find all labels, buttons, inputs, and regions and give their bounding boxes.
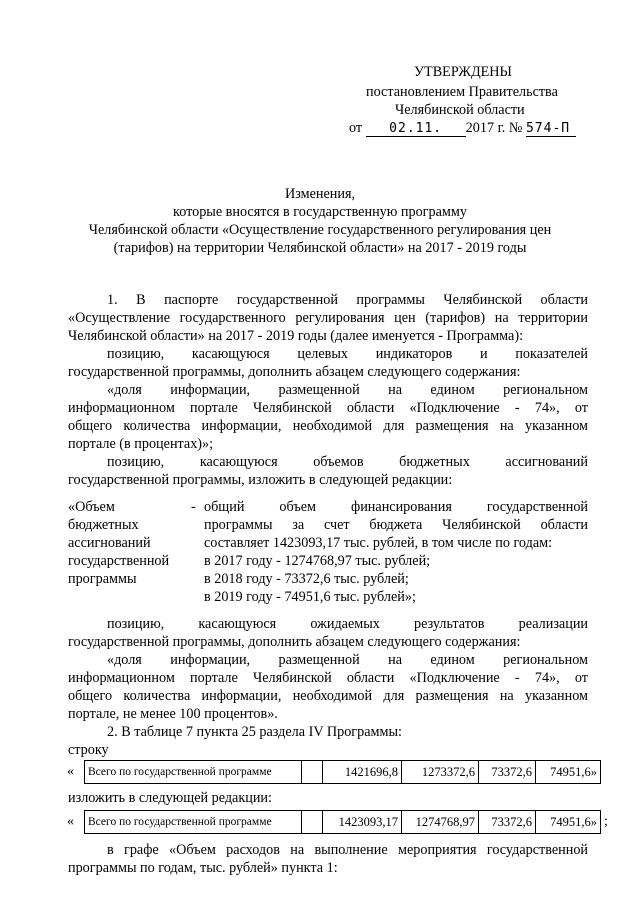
box-right-2: программы за счет бюджета Челябинской области — [204, 517, 588, 533]
box-right-1: общий объем финансирования государственной — [204, 499, 588, 515]
box-left-3: ассигнований — [68, 535, 151, 551]
table-row — [64, 811, 617, 834]
body-line-09: портале (в процентах)»; — [68, 436, 214, 452]
table-cell-total: 1423093,17 — [323, 811, 402, 834]
box-right-3: составляет 1423093,17 тыс. рублей, в том числе по годам: — [204, 535, 553, 551]
quote-open: « — [67, 764, 74, 779]
table-new-row — [64, 810, 617, 834]
body-line-21: в графе «Объем расходов на выполнение мероприятия государственной — [107, 842, 588, 858]
table-cell-empty — [302, 761, 323, 784]
box-right-4: в 2017 году - 1274768,97 тыс. рублей; — [204, 553, 431, 569]
approval-line-1: постановлением Правительства — [366, 84, 558, 100]
body-line-15: информационном портале Челябинской области «Подключение - 74», от — [68, 670, 588, 686]
semicolon-close: ; — [604, 814, 608, 829]
heading-line-2: которые вносятся в государственную программу — [173, 204, 467, 220]
body-line-17: портале, не менее 100 процентов». — [68, 706, 278, 722]
body-line-13: государственной программы, дополнить абзацем следующего содержания: — [68, 634, 521, 650]
box-left-2: бюджетных — [68, 517, 139, 533]
date-year: 2017 г. № — [465, 120, 523, 136]
body-line-08: общего количества информации, необходимой для размещения на указанном — [68, 418, 588, 434]
body-line-12: позицию, касающуюся ожидаемых результатов реализации — [107, 616, 588, 632]
approval-date-line — [349, 120, 576, 137]
table-cell-label: Всего по государственной программе — [85, 761, 302, 784]
table-cell-2017: 1273372,6 — [402, 761, 479, 784]
table-cell-total: 1421696,8 — [323, 761, 402, 784]
quote-open: « — [67, 814, 74, 829]
body-line-10: позицию, касающуюся объемов бюджетных ассигнований — [107, 454, 588, 470]
body-line-05: государственной программы, дополнить абзацем следующего содержания: — [68, 364, 521, 380]
table-old-row — [64, 760, 601, 784]
body-line-14: «доля информации, размещенной на едином региональном — [107, 652, 588, 668]
heading-line-4: (тарифов) на территории Челябинской области» на 2017 - 2019 годы — [113, 240, 527, 256]
date-prefix: от — [349, 120, 363, 136]
body-line-04: позицию, касающуюся целевых индикаторов и показателей — [107, 346, 588, 362]
table-cell-empty — [302, 811, 323, 834]
body-line-02: «Осуществление государственного регулирования цен (тарифов) на территории — [68, 310, 588, 326]
box-left-4: государственной — [68, 553, 170, 569]
box-left-5: программы — [68, 571, 137, 587]
box-left-1: «Объем — [68, 499, 115, 515]
body-line-01: 1. В паспорте государственной программы Челябинской области — [107, 292, 588, 308]
approval-line-2: Челябинской области — [395, 102, 525, 118]
table-cell-2019: 74951,6» — [536, 811, 601, 834]
table-cell-2019: 74951,6» — [536, 761, 601, 784]
body-line-11: государственной программы, изложить в следующей редакции: — [68, 472, 453, 488]
table-cell-2017: 1274768,97 — [402, 811, 479, 834]
body-line-03: Челябинской области» на 2017 - 2019 годы (далее именуется - Программа): — [68, 328, 524, 344]
body-line-19: строку — [68, 742, 109, 758]
body-line-18: 2. В таблице 7 пункта 25 раздела IV Программы: — [107, 724, 402, 740]
heading-line-1: Изменения, — [284, 186, 356, 202]
box-dash: - — [191, 499, 196, 515]
heading-line-3: Челябинской области «Осуществление государственного регулирования цен — [88, 222, 552, 238]
box-right-6: в 2019 году - 74951,6 тыс. рублей»; — [204, 589, 416, 605]
approval-title: УТВЕРЖДЕНЫ — [414, 64, 512, 80]
table-cell-2018: 73372,6 — [479, 811, 536, 834]
table-row — [64, 761, 601, 784]
body-line-07: информационном портале Челябинской области «Подключение - 74», от — [68, 400, 588, 416]
body-line-16: общего количества информации, необходимой для размещения на указанном — [68, 688, 588, 704]
box-right-5: в 2018 году - 73372,6 тыс. рублей; — [204, 571, 409, 587]
table-cell-2018: 73372,6 — [479, 761, 536, 784]
body-line-06: «доля информации, размещенной на едином региональном — [107, 382, 588, 398]
table-cell-label: Всего по государственной программе — [85, 811, 302, 834]
body-line-20: изложить в следующей редакции: — [68, 790, 272, 806]
body-line-22: программы по годам, тыс. рублей» пункта 1: — [68, 860, 338, 876]
date-value: 02.11. — [366, 122, 466, 137]
document-number: 574-П — [526, 122, 576, 137]
